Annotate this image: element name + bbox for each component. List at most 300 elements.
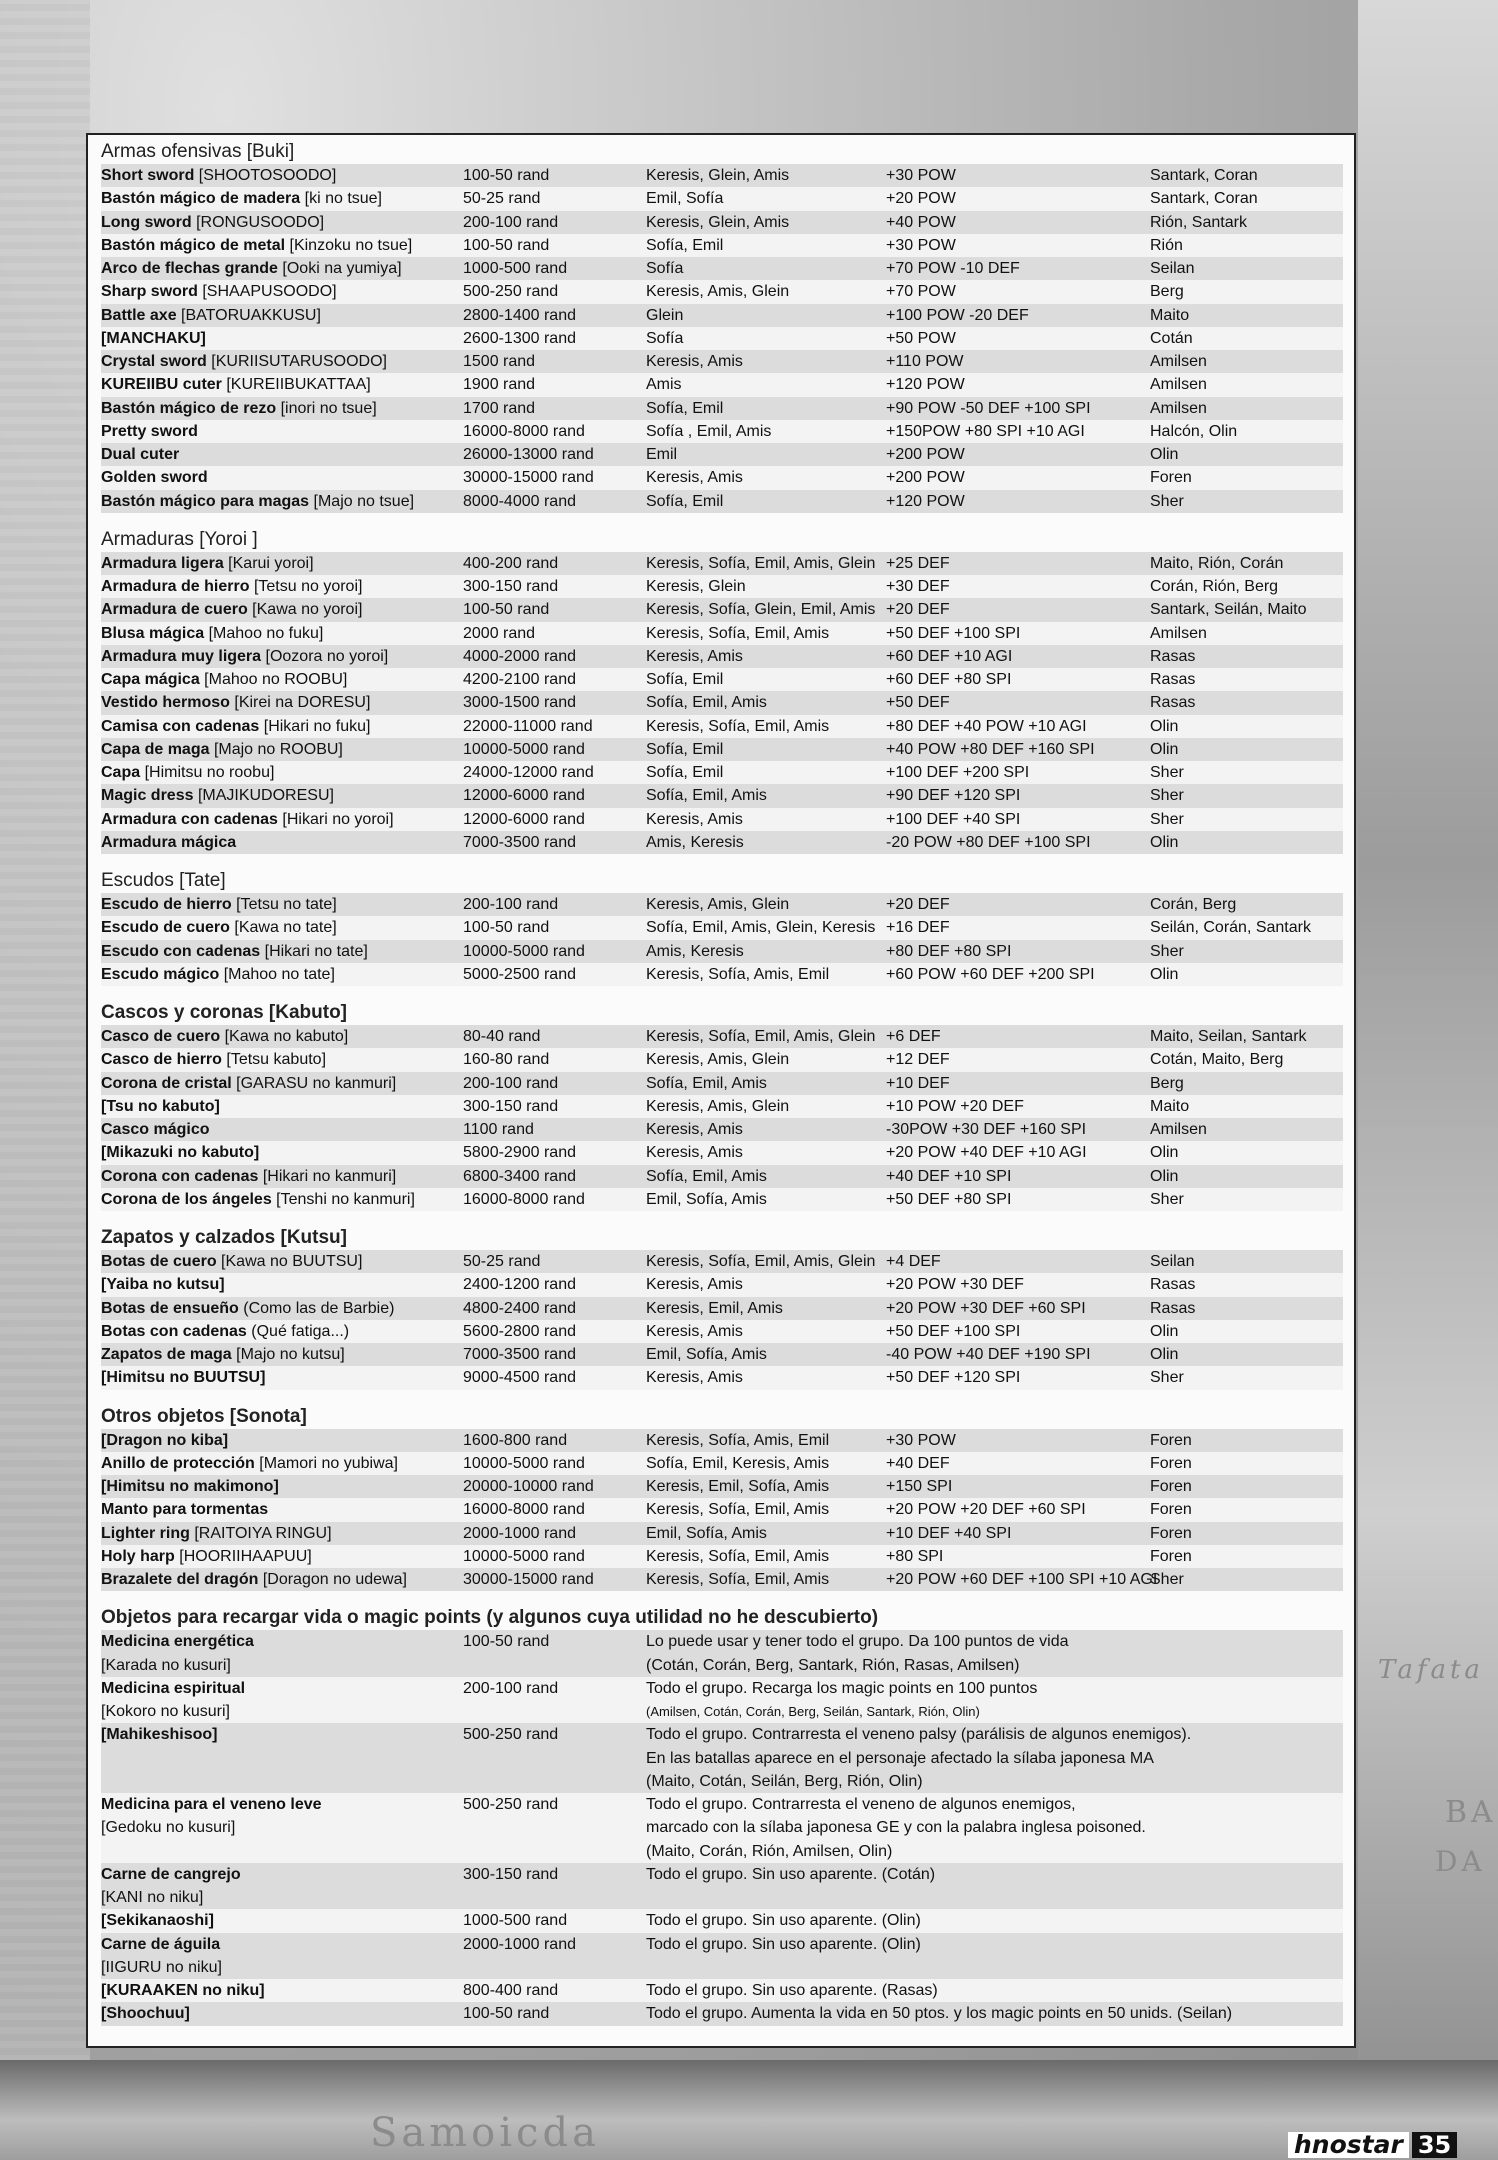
item-characters: Keresis, Sofía, Emil, Amis (646, 717, 830, 735)
item-name-cell (101, 211, 463, 234)
item-description (646, 1793, 1343, 1863)
item-shop: Amilsen (1150, 624, 1207, 642)
item-name-cell (101, 738, 463, 761)
item-name-cell (101, 1343, 463, 1366)
item-name-cell (101, 761, 463, 784)
item-name: Carne de águila (101, 1935, 221, 1953)
map-word: BA (1445, 1795, 1497, 1830)
table-row (101, 1320, 1343, 1343)
item-stats: +90 DEF +120 SPI (886, 787, 1021, 805)
item-name-cell (101, 1793, 463, 1863)
item-name: Escudo de cuero (101, 919, 230, 937)
table-row (101, 1793, 1343, 1863)
item-japanese-name: [Majo no kutsu] (236, 1346, 345, 1363)
item-stats: +10 DEF (886, 1074, 950, 1092)
item-price: 200-100 rand (463, 1679, 559, 1697)
description-line: Todo el grupo. Contrarresta el veneno palsy (parálisis de algunos enemigos). (646, 1726, 1192, 1744)
item-shop: Amilsen (1150, 1121, 1207, 1138)
item-name: Long sword (101, 213, 192, 231)
item-shop: Maito, Seilan, Santark (1150, 1028, 1307, 1045)
item-characters: Keresis, Amis (646, 1121, 743, 1138)
item-japanese-name: [RAITOIYA RINGU] (194, 1524, 332, 1542)
item-name: [KURAAKEN no niku] (101, 1982, 265, 1999)
item-price: 30000-15000 rand (463, 1571, 594, 1588)
item-price: 9000-4500 rand (463, 1369, 576, 1387)
item-name-cell (101, 350, 463, 373)
item-name-cell (101, 1250, 463, 1273)
item-name: Arco de flechas grande (101, 260, 278, 277)
item-name-cell (101, 373, 463, 396)
item-description (646, 1863, 1343, 1910)
table-row (101, 280, 1343, 303)
item-price: 200-100 rand (463, 1074, 559, 1092)
description-line: Todo el grupo. Sin uso aparente. (Olin) (646, 1912, 921, 1930)
item-name-cell (101, 187, 463, 210)
item-japanese-name: [Tenshi no kanmuri] (276, 1190, 415, 1208)
item-name-cell (101, 1522, 463, 1545)
item-characters: Keresis, Amis, Glein (646, 283, 790, 301)
item-price: 16000-8000 rand (463, 1190, 585, 1208)
item-characters: Keresis, Amis (646, 1369, 743, 1387)
item-shop: Halcón, Olin (1150, 422, 1238, 440)
table-row (101, 1933, 1343, 1980)
item-shop: Foren (1150, 469, 1192, 487)
background-map-right (1358, 0, 1498, 2160)
item-name-cell (101, 397, 463, 420)
item-japanese-name: [Kirei na DORESU] (234, 694, 371, 712)
item-stats: +80 SPI (886, 1547, 944, 1565)
item-japanese-name: [IIGURU no niku] (101, 1958, 222, 1976)
table-row (101, 1025, 1343, 1048)
item-name: Golden sword (101, 469, 208, 487)
item-description (646, 2002, 1343, 2025)
item-name: Escudo mágico (101, 965, 220, 983)
item-name-cell (101, 1095, 463, 1118)
item-name-cell (101, 327, 463, 350)
item-japanese-name: [ki no tsue] (304, 190, 382, 208)
item-characters: Sofía, Emil, Keresis, Amis (646, 1454, 830, 1472)
item-characters: Keresis, Sofía, Emil, Amis (646, 1501, 830, 1519)
item-japanese-name: [Karui yoroi] (228, 554, 314, 572)
item-shop: Seilan (1150, 1253, 1195, 1270)
item-name-cell (101, 466, 463, 489)
item-name: Anillo de protección (101, 1454, 255, 1472)
item-stats: +25 DEF (886, 554, 950, 572)
item-characters: Keresis, Amis (646, 810, 743, 828)
item-characters: Keresis, Emil, Amis (646, 1299, 783, 1317)
item-stats: +12 DEF (886, 1051, 950, 1069)
item-japanese-name: [Hikari no fuku] (263, 717, 371, 735)
item-japanese-name: [Kawa no yoroi] (252, 601, 363, 619)
item-price: 200-100 rand (463, 213, 559, 231)
item-price: 10000-5000 rand (463, 942, 585, 960)
item-name: Escudo con cadenas (101, 942, 261, 960)
table-row (101, 1250, 1343, 1273)
item-price: 4200-2100 rand (463, 671, 576, 688)
item-stats: +20 POW +30 DEF (886, 1276, 1024, 1294)
item-shop: Olin (1150, 965, 1179, 983)
item-characters: Sofía (646, 260, 684, 277)
table-row (101, 1863, 1343, 1910)
item-japanese-name: [Majo no ROOBU] (213, 740, 343, 758)
section-title: Cascos y coronas [Kabuto] (101, 1002, 347, 1023)
item-japanese-name: [GARASU no kanmuri] (236, 1074, 397, 1092)
item-characters: Sofía, Emil, Amis (646, 1074, 767, 1092)
table-row (101, 187, 1343, 210)
description-line: (Cotán, Corán, Berg, Santark, Rión, Rasas, Amilsen) (646, 1656, 1020, 1674)
item-price: 50-25 rand (463, 190, 541, 208)
item-name: [Mikazuki no kabuto] (101, 1144, 260, 1162)
item-shop: Rión, Santark (1150, 213, 1247, 231)
item-characters: Amis, Keresis (646, 942, 744, 960)
item-description (646, 1677, 1343, 1724)
item-name: Botas de ensueño (101, 1299, 239, 1317)
item-characters: Keresis, Sofía, Amis, Emil (646, 965, 830, 983)
item-name-cell (101, 1118, 463, 1141)
item-shop: Olin (1150, 1346, 1179, 1363)
item-price: 16000-8000 rand (463, 1501, 585, 1519)
item-price: 500-250 rand (463, 283, 559, 301)
item-shop: Maito (1150, 1097, 1190, 1115)
item-price: 4800-2400 rand (463, 1299, 576, 1317)
item-characters: Sofía , Emil, Amis (646, 422, 772, 440)
item-characters: Emil, Sofía, Amis (646, 1190, 767, 1208)
item-shop: Sher (1150, 942, 1184, 960)
table-row (101, 1297, 1343, 1320)
item-name-cell (101, 598, 463, 621)
item-japanese-name: [Tetsu no yoroi] (253, 578, 363, 595)
item-japanese-name: [Kawa no BUUTSU] (221, 1253, 363, 1270)
item-characters: Keresis, Sofía, Emil, Amis, Glein (646, 1028, 876, 1045)
item-price: 5800-2900 rand (463, 1144, 576, 1162)
item-price: 500-250 rand (463, 1726, 559, 1744)
item-characters: Keresis, Glein, Amis (646, 213, 790, 231)
item-shop: Foren (1150, 1431, 1192, 1449)
item-japanese-name: [Tetsu no tate] (236, 896, 337, 913)
item-name-cell (101, 831, 463, 854)
description-line: Todo el grupo. Aumenta la vida en 50 ptos. y los magic points en 50 unids. (Seilan) (646, 2005, 1233, 2023)
item-name-cell (101, 443, 463, 466)
item-stats: +40 POW (886, 213, 956, 231)
item-characters: Sofía, Emil (646, 236, 724, 254)
item-price: 3000-1500 rand (463, 694, 576, 712)
item-characters: Keresis, Amis (646, 1144, 743, 1162)
item-name: Vestido hermoso (101, 694, 230, 712)
table-row (101, 1545, 1343, 1568)
item-name: Capa de maga (101, 740, 210, 758)
item-price: 300-150 rand (463, 1865, 559, 1883)
item-price: 10000-5000 rand (463, 740, 585, 758)
description-line: Todo el grupo. Sin uso aparente. (Olin) (646, 1935, 921, 1953)
objects-section (101, 1605, 1343, 2025)
section-title: Objetos para recargar vida o magic points (y algunos cuya utilidad no he descubierto) (101, 1607, 879, 1629)
item-shop: Sher (1150, 492, 1184, 510)
item-description (646, 1979, 1343, 2002)
item-price: 100-50 rand (463, 919, 550, 937)
item-price: 2800-1400 rand (463, 306, 576, 324)
map-word: Tafata (1378, 1655, 1484, 1685)
item-name: Escudo de hierro (101, 896, 232, 913)
item-price: 1000-500 rand (463, 1912, 568, 1930)
item-name-cell (101, 164, 463, 187)
item-characters: Keresis, Sofía, Emil, Amis, Glein (646, 1253, 876, 1270)
item-name: Botas de cuero (101, 1253, 217, 1270)
section-title: Armas ofensivas [Buki] (101, 141, 295, 162)
item-shop: Olin (1150, 1167, 1179, 1185)
item-price: 2000-1000 rand (463, 1524, 576, 1542)
item-name: Zapatos de maga (101, 1346, 232, 1363)
item-price: 30000-15000 rand (463, 469, 594, 487)
item-shop: Santark, Coran (1150, 190, 1258, 208)
item-stats: +50 DEF (886, 694, 950, 712)
item-shop: Rasas (1150, 1276, 1196, 1294)
item-shop: Olin (1150, 1144, 1179, 1162)
item-name: [Sekikanaoshi] (101, 1912, 214, 1930)
item-price: 7000-3500 rand (463, 833, 576, 851)
item-characters: Keresis, Amis (646, 353, 743, 370)
item-name-cell (101, 1677, 463, 1724)
description-line: Todo el grupo. Sin uso aparente. (Rasas) (646, 1982, 938, 1999)
item-name-cell (101, 715, 463, 738)
item-name-cell (101, 1072, 463, 1095)
item-japanese-name: [Kawa no kabuto] (224, 1028, 349, 1045)
item-stats: +80 DEF +40 POW +10 AGI (886, 717, 1087, 735)
item-name: [Shoochuu] (101, 2005, 190, 2023)
item-japanese-name: (Qué fatiga...) (251, 1322, 350, 1340)
item-stats: +80 DEF +80 SPI (886, 942, 1012, 960)
item-name-cell (101, 916, 463, 939)
item-description (646, 1723, 1343, 1793)
equipment-section (101, 868, 1343, 986)
item-description (646, 1933, 1343, 1980)
item-stats: +200 POW (886, 446, 965, 463)
item-stats: +30 DEF (886, 578, 950, 595)
item-stats: +90 POW -50 DEF +100 SPI (886, 399, 1091, 417)
item-name: Botas con cadenas (101, 1322, 247, 1340)
table-row (101, 1118, 1343, 1141)
item-characters: Keresis, Sofía, Amis, Emil (646, 1431, 830, 1449)
item-japanese-name: [Majo no tsue] (313, 492, 415, 510)
item-stats: +30 POW (886, 1431, 956, 1449)
map-word: Samoicda (370, 2110, 600, 2156)
item-characters: Keresis, Sofía, Emil, Amis (646, 1547, 830, 1565)
equipment-section (101, 527, 1343, 854)
item-price: 2600-1300 rand (463, 329, 576, 347)
table-row (101, 1072, 1343, 1095)
item-shop: Olin (1150, 740, 1179, 758)
item-stats: +50 DEF +120 SPI (886, 1369, 1021, 1387)
item-name: Blusa mágica (101, 624, 205, 642)
item-characters: Keresis, Sofía, Emil, Amis (646, 624, 830, 642)
item-name: Camisa con cadenas (101, 717, 260, 735)
item-name-cell (101, 1979, 463, 2002)
item-stats: +100 DEF +40 SPI (886, 810, 1021, 828)
item-shop: Sher (1150, 1369, 1184, 1387)
item-name: Holy harp (101, 1547, 175, 1565)
item-price: 5000-2500 rand (463, 965, 576, 983)
description-line: (Amilsen, Cotán, Corán, Berg, Seilán, Santark, Rión, Olin) (646, 1704, 980, 1719)
item-characters: Keresis, Amis (646, 1322, 743, 1340)
item-shop: Foren (1150, 1454, 1192, 1472)
table-row (101, 327, 1343, 350)
item-japanese-name: [RONGUSOODO] (196, 213, 325, 231)
table-row (101, 443, 1343, 466)
item-shop: Seilán, Corán, Santark (1150, 919, 1311, 937)
item-price: 20000-10000 rand (463, 1478, 594, 1495)
item-stats: +20 POW (886, 190, 956, 208)
item-name-cell (101, 808, 463, 831)
item-name: Short sword (101, 167, 195, 184)
item-price: 8000-4000 rand (463, 492, 576, 510)
item-name: Medicina espiritual (101, 1679, 246, 1697)
table-row (101, 738, 1343, 761)
item-stats: +120 POW (886, 492, 965, 510)
item-shop: Corán, Berg (1150, 896, 1237, 913)
table-row (101, 1343, 1343, 1366)
item-characters: Keresis, Amis (646, 647, 743, 665)
item-japanese-name: [Mahoo no tate] (223, 965, 335, 983)
item-shop: Rasas (1150, 1299, 1196, 1317)
item-japanese-name: [Ooki na yumiya] (282, 260, 402, 277)
item-name: Sharp sword (101, 283, 198, 301)
item-name-cell (101, 490, 463, 513)
table-row (101, 234, 1343, 257)
item-price: 100-50 rand (463, 236, 550, 254)
item-characters: Sofía, Emil (646, 671, 724, 688)
item-stats: +20 DEF (886, 601, 950, 619)
item-characters: Keresis, Amis, Glein (646, 1097, 790, 1115)
item-name: Medicina para el veneno leve (101, 1796, 322, 1813)
description-line: Todo el grupo. Contrarresta el veneno de algunos enemigos, (646, 1796, 1076, 1813)
item-shop: Amilsen (1150, 399, 1207, 417)
item-shop: Rasas (1150, 671, 1196, 688)
item-name-cell (101, 1723, 463, 1793)
table-row (101, 1498, 1343, 1521)
table-row (101, 691, 1343, 714)
item-stats: +20 POW +20 DEF +60 SPI (886, 1501, 1086, 1519)
item-shop: Santark, Seilán, Maito (1150, 601, 1307, 619)
item-shop: Foren (1150, 1524, 1192, 1542)
item-name-cell (101, 2002, 463, 2025)
equipment-table-panel (86, 133, 1356, 2048)
item-stats: +4 DEF (886, 1253, 941, 1270)
item-name-cell (101, 1366, 463, 1389)
table-row (101, 831, 1343, 854)
item-characters: Keresis, Amis, Glein (646, 1051, 790, 1069)
item-name: Armadura de cuero (101, 601, 248, 619)
item-name: Armadura muy ligera (101, 647, 262, 665)
item-japanese-name: [KANI no niku] (101, 1889, 204, 1906)
item-price: 50-25 rand (463, 1253, 541, 1270)
item-price: 16000-8000 rand (463, 422, 585, 440)
item-shop: Rasas (1150, 647, 1196, 665)
item-name: [MANCHAKU] (101, 329, 206, 347)
item-name-cell (101, 1141, 463, 1164)
item-characters: Sofía, Emil (646, 764, 724, 781)
item-name-cell (101, 668, 463, 691)
item-name-cell (101, 893, 463, 916)
table-row (101, 715, 1343, 738)
item-name: Bastón mágico de rezo (101, 399, 277, 417)
table-row (101, 1048, 1343, 1071)
item-shop: Cotán, Maito, Berg (1150, 1051, 1284, 1069)
table-row (101, 2002, 1343, 2025)
item-name: Carne de cangrejo (101, 1865, 241, 1883)
item-japanese-name: [Himitsu no roobu] (144, 764, 275, 781)
table-row (101, 1630, 1343, 1677)
item-shop: Sher (1150, 1571, 1184, 1588)
item-price: 300-150 rand (463, 1097, 559, 1115)
table-row (101, 1188, 1343, 1211)
item-name: Medicina energética (101, 1633, 254, 1651)
item-name: Bastón mágico de metal (101, 236, 286, 254)
table-row (101, 1677, 1343, 1724)
item-name-cell (101, 1475, 463, 1498)
item-stats: +30 POW (886, 236, 956, 254)
item-price: 24000-12000 rand (463, 764, 594, 781)
item-stats: -30POW +30 DEF +160 SPI (886, 1121, 1087, 1138)
item-stats: +10 DEF +40 SPI (886, 1524, 1012, 1542)
item-description (646, 1630, 1343, 1677)
item-price: 80-40 rand (463, 1028, 541, 1045)
item-name: Armadura con cadenas (101, 810, 278, 828)
item-stats: +30 POW (886, 167, 956, 184)
item-stats: +50 POW (886, 329, 956, 347)
item-japanese-name: [SHOOTOSOODO] (198, 167, 337, 184)
item-name: [Dragon no kiba] (101, 1431, 229, 1449)
item-characters: Keresis, Sofía, Glein, Emil, Amis (646, 601, 876, 619)
item-japanese-name: [BATORUAKKUSU] (181, 306, 321, 324)
table-row (101, 1165, 1343, 1188)
item-name-cell (101, 691, 463, 714)
item-shop: Foren (1150, 1501, 1192, 1519)
table-row (101, 1909, 1343, 1932)
equipment-section (101, 1000, 1343, 1211)
section-title: Escudos [Tate] (101, 870, 226, 891)
item-shop: Cotán (1150, 329, 1193, 347)
item-shop: Maito (1150, 306, 1190, 324)
item-price: 1900 rand (463, 376, 536, 394)
item-japanese-name: [Gedoku no kusuri] (101, 1819, 236, 1837)
item-shop: Rión (1150, 236, 1183, 254)
item-shop: Olin (1150, 833, 1179, 851)
item-characters: Sofía, Emil, Amis (646, 787, 767, 805)
item-shop: Rasas (1150, 694, 1196, 712)
item-characters: Sofía, Emil (646, 740, 724, 758)
item-price: 26000-13000 rand (463, 446, 594, 463)
item-name-cell (101, 420, 463, 443)
item-japanese-name: [Mahoo no fuku] (208, 624, 324, 642)
description-line: Todo el grupo. Recarga los magic points en 100 puntos (646, 1679, 1038, 1697)
item-name-cell (101, 1273, 463, 1296)
item-characters: Sofía, Emil, Amis (646, 694, 767, 712)
table-row (101, 397, 1343, 420)
logo-text: hnostar (1288, 2132, 1409, 2158)
item-stats: -40 POW +40 DEF +190 SPI (886, 1346, 1091, 1363)
item-name: Corona de cristal (101, 1074, 232, 1092)
table-row (101, 373, 1343, 396)
item-shop: Olin (1150, 446, 1179, 463)
item-price: 2000-1000 rand (463, 1935, 576, 1953)
item-characters: Keresis, Glein, Amis (646, 167, 790, 184)
item-japanese-name: [HOORIIHAAPUU] (179, 1547, 312, 1565)
table-row (101, 420, 1343, 443)
item-name-cell (101, 1630, 463, 1677)
item-characters: Sofía, Emil (646, 492, 724, 510)
table-row (101, 164, 1343, 187)
equipment-section (101, 1225, 1343, 1390)
item-shop: Amilsen (1150, 353, 1207, 370)
